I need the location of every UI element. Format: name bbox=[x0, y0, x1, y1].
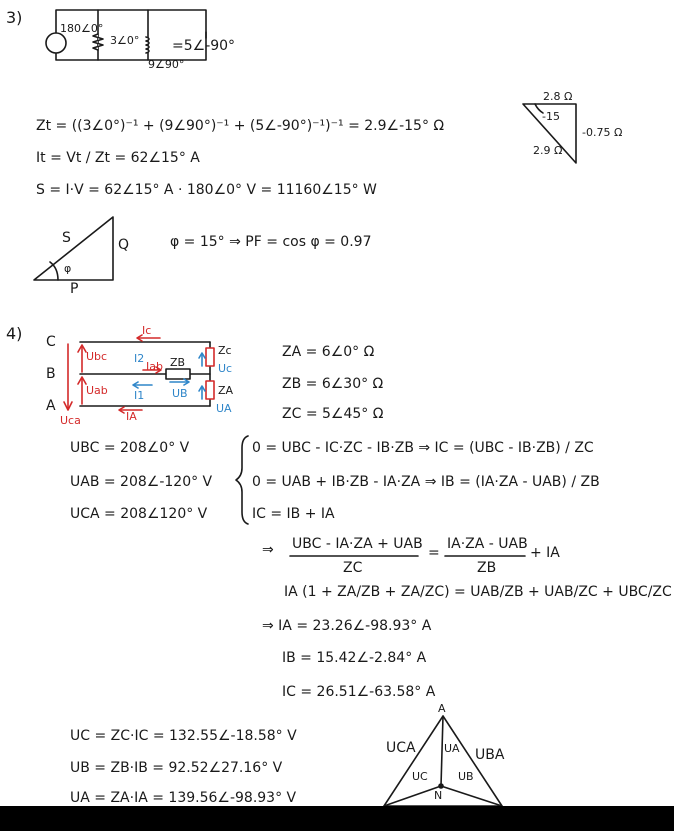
phasor-uba-label: UBA bbox=[475, 747, 505, 763]
system-brace bbox=[236, 436, 248, 524]
phasor-uc-label: UC bbox=[412, 770, 428, 783]
iab-arrow-label: Iab bbox=[146, 360, 163, 373]
derive-rhs-denominator: ZB bbox=[477, 560, 497, 576]
power-p-label: P bbox=[70, 281, 79, 297]
i1-loop-label: I1 bbox=[134, 389, 145, 402]
phase-voltage-ua: UA = ZA·IA = 139.56∠-98.93° V bbox=[70, 790, 297, 806]
derive-lhs-numerator: UBC - IA·ZA + UAB bbox=[292, 536, 423, 552]
problem-3-number: 3) bbox=[6, 8, 23, 27]
node-a-label: A bbox=[46, 398, 56, 414]
zc-label: Zc bbox=[218, 344, 232, 357]
triangle-hyp-label: 2.9 Ω bbox=[533, 144, 563, 157]
triangle-right-label: -0.75 Ω bbox=[582, 126, 623, 139]
phasor-ua-label: UA bbox=[444, 742, 460, 755]
source-label: 180∠0° bbox=[60, 22, 104, 35]
derive-equals: = bbox=[428, 545, 440, 561]
derive-prefix: ⇒ bbox=[262, 542, 274, 558]
derive-line-2: IA (1 + ZA/ZB + ZA/ZC) = UAB/ZB + UAB/ZC + UBC/ZC bbox=[284, 584, 672, 600]
equation-it: It = Vt / Zt = 62∠15° A bbox=[36, 150, 200, 166]
power-s-label: S bbox=[62, 230, 71, 246]
power-triangle bbox=[34, 217, 113, 280]
ubc-arrow-label: Ubc bbox=[86, 350, 108, 363]
phasor-top-label: A bbox=[438, 702, 446, 715]
phase-voltage-ub: UB = ZB·IB = 92.52∠27.16° V bbox=[70, 760, 283, 776]
problem-4-number: 4) bbox=[6, 324, 23, 343]
system-eq-2: 0 = UAB + IB·ZB - IA·ZA ⇒ IB = (IA·ZA - UAB) / ZB bbox=[252, 474, 600, 490]
system-eq-1: 0 = UBC - IC·ZC - IB·ZB ⇒ IC = (UBC - IB·ZB) / ZC bbox=[252, 440, 594, 456]
system-eq-3: IC = IB + IA bbox=[252, 506, 335, 522]
uca-arrow-label: Uca bbox=[60, 414, 81, 427]
inductor-label: 9∠90° bbox=[148, 58, 185, 71]
derive-rhs-numerator: IA·ZA - UAB bbox=[447, 536, 528, 552]
i2-loop-label: I2 bbox=[134, 352, 145, 365]
voltage-uab: UAB = 208∠-120° V bbox=[70, 474, 213, 490]
result-ib: IB = 15.42∠-2.84° A bbox=[282, 650, 427, 666]
ub-arrow-label: UB bbox=[172, 387, 188, 400]
uc-arrow-label: Uc bbox=[218, 362, 233, 375]
node-c-label: C bbox=[46, 334, 56, 350]
zb-label: ZB bbox=[170, 356, 186, 369]
power-phi-label: φ bbox=[64, 262, 72, 275]
capacitor-label: =5∠-90° bbox=[172, 38, 236, 54]
result-ic: IC = 26.51∠-63.58° A bbox=[282, 684, 436, 700]
triangle-top-label: 2.8 Ω bbox=[543, 90, 573, 103]
phasor-n-label: N bbox=[434, 789, 443, 802]
equation-zt: Zt = ((3∠0°)⁻¹ + (9∠90°)⁻¹ + (5∠-90°)⁻¹)⁻¹ = 2.9∠-15° Ω bbox=[36, 118, 445, 134]
derive-lhs-denominator: ZC bbox=[343, 560, 363, 576]
ua-arrow-label: UA bbox=[216, 402, 232, 415]
uab-arrow-label: Uab bbox=[86, 384, 108, 397]
power-factor-line: φ = 15° ⇒ PF = cos φ = 0.97 bbox=[170, 234, 372, 250]
phasor-ub-label: UB bbox=[458, 770, 474, 783]
ic-arrow-label: Ic bbox=[142, 324, 152, 337]
power-q-label: Q bbox=[118, 237, 130, 253]
phasor-uca-label: UCA bbox=[386, 740, 416, 756]
phase-voltage-uc: UC = ZC·IC = 132.55∠-18.58° V bbox=[70, 728, 297, 744]
resistor-label: 3∠0° bbox=[110, 34, 140, 47]
impedance-za: ZA = 6∠0° Ω bbox=[282, 344, 375, 360]
node-b-label: B bbox=[46, 366, 56, 382]
ia-arrow-label: IA bbox=[126, 410, 137, 423]
derive-tail: + IA bbox=[530, 545, 560, 561]
voltage-uca: UCA = 208∠120° V bbox=[70, 506, 208, 522]
impedance-zc: ZC = 5∠45° Ω bbox=[282, 406, 384, 422]
voltage-ubc: UBC = 208∠0° V bbox=[70, 440, 190, 456]
result-ia: ⇒ IA = 23.26∠-98.93° A bbox=[262, 618, 432, 634]
triangle-angle-label: -15 bbox=[542, 110, 560, 123]
impedance-zb: ZB = 6∠30° Ω bbox=[282, 376, 384, 392]
za-label: ZA bbox=[218, 384, 234, 397]
bottom-bar bbox=[0, 806, 674, 831]
equation-s: S = I·V = 62∠15° A · 180∠0° V = 11160∠15° W bbox=[36, 182, 377, 198]
